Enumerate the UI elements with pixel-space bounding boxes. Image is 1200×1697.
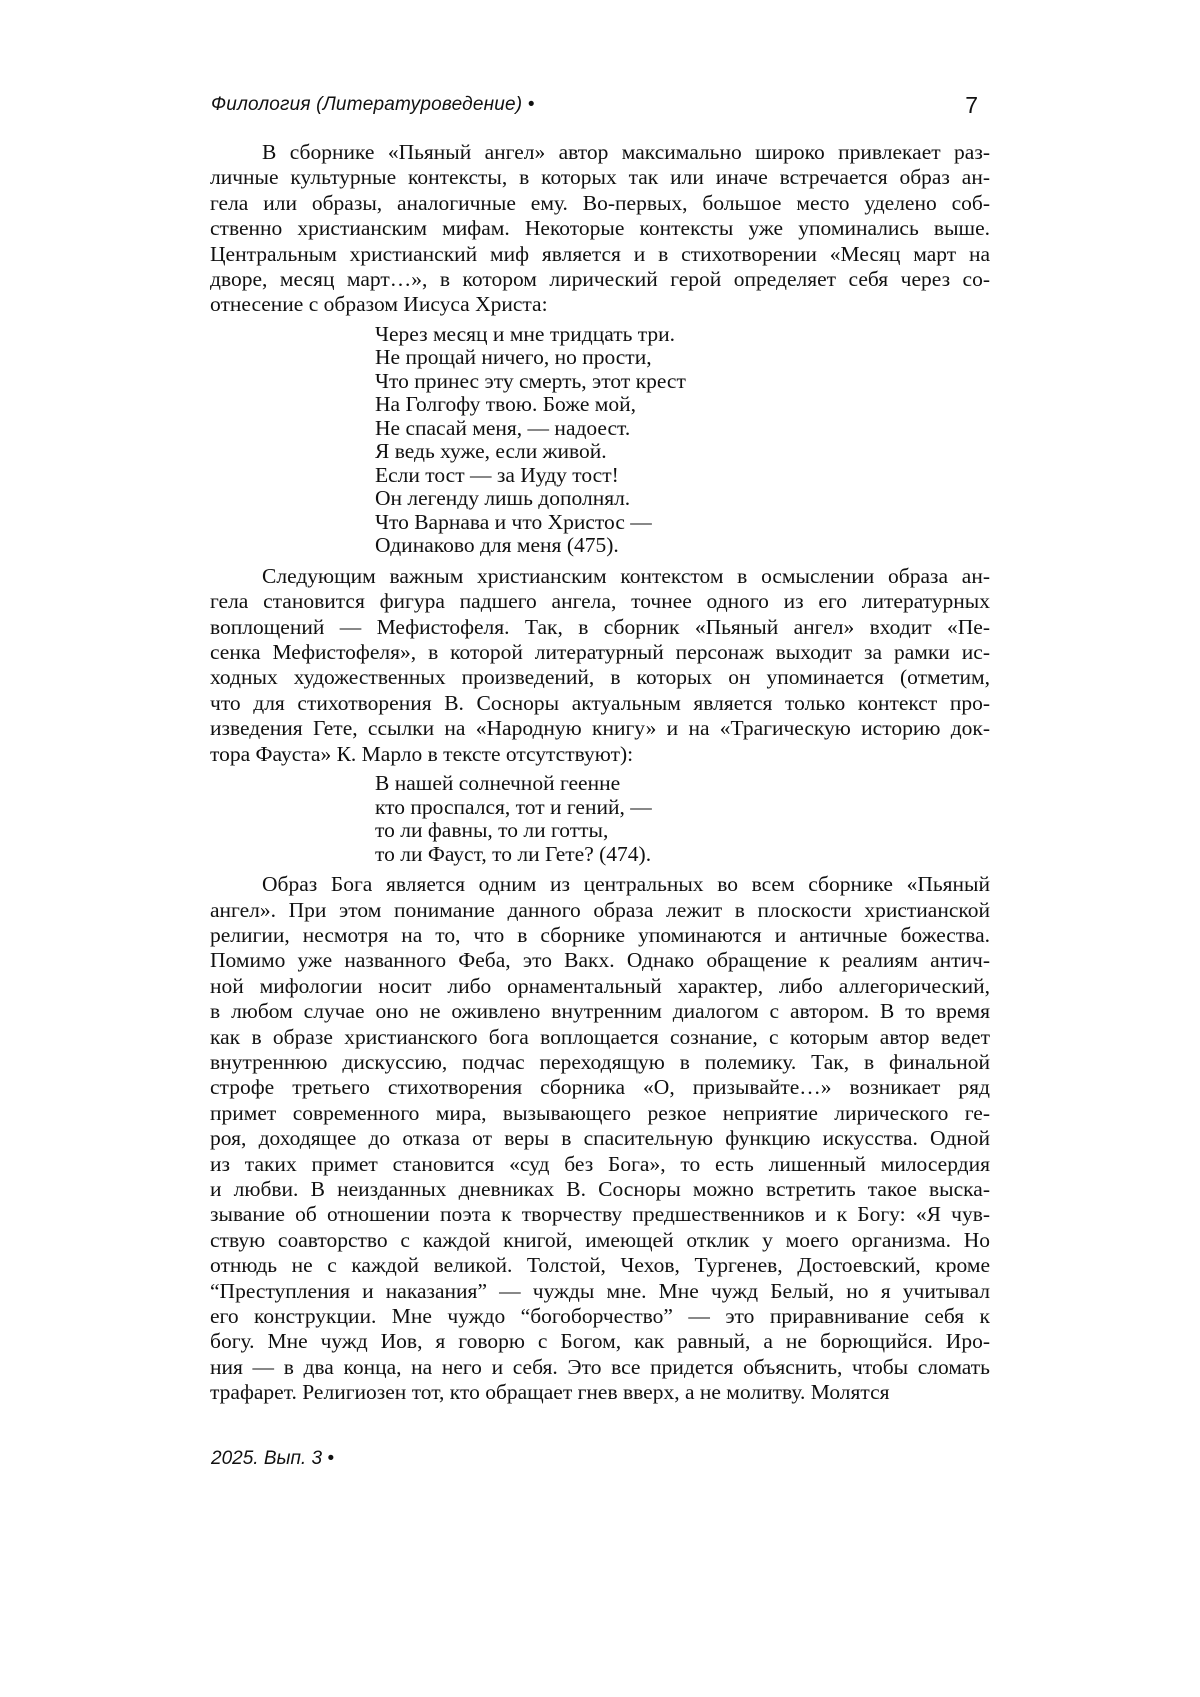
page-number: 7 — [965, 92, 978, 118]
text-line: внутреннюю дискуссию, подчас переходящую в полемику. Так, в финальной — [210, 1049, 990, 1074]
verse-line: то ли Фауст, то ли Гете? (474). — [375, 841, 652, 866]
text-line: Следующим важным христианским контекстом в осмыслении образа ан- — [262, 563, 990, 588]
text-line: воплощений — Мефистофеля. Так, в сборник «Пьяный ангел» входит «Пе- — [210, 614, 990, 639]
text-line: и любви. В неизданных дневниках В. Сосноры можно встретить такое выска- — [210, 1176, 990, 1201]
text-line: изведения Гете, ссылки на «Народную книгу» и на «Трагическую историю док- — [210, 716, 990, 741]
body-paragraph — [210, 872, 990, 1406]
text-line: сенка Мефистофеля», в которой литературный персонаж выходит за рамки ис- — [210, 640, 990, 665]
text-line: ственно христианским мифам. Некоторые контексты уже упоминались выше. — [210, 216, 990, 241]
verse-line: Не прощай ничего, но прости, — [375, 345, 652, 370]
verse-line: Если тост — за Иуду тост! — [375, 462, 619, 487]
text-line: богу. Мне чужд Иов, я говорю с Богом, как равный, а не борющийся. Иро- — [210, 1329, 990, 1354]
text-line: что для стихотворения В. Сосноры актуальным является только контекст про- — [210, 690, 990, 715]
content-column — [210, 140, 990, 1406]
verse-line: Через месяц и мне тридцать три. — [375, 321, 676, 346]
text-line: Центральным христианский миф является и в стихотворении «Месяц март на — [210, 241, 990, 266]
text-line: роя, доходящее до отказа от веры в спасительную функцию искусства. Одной — [210, 1126, 990, 1151]
text-line: религии, несмотря на то, что в сборнике упоминаются и античные божества. — [210, 922, 990, 947]
text-line: дворе, месяц март…», в котором лирический герой определяет себя через со- — [210, 267, 990, 292]
verse-line: Он легенду лишь дополнял. — [375, 486, 631, 511]
verse-line: Одинаково для меня (475). — [375, 533, 619, 558]
verse-line: В нашей солнечной геенне — [375, 771, 621, 796]
text-line: В сборнике «Пьяный ангел» автор максимально широко привлекает раз- — [262, 140, 990, 164]
text-line: отнесение с образом Иисуса Христа: — [210, 292, 548, 317]
verse-quote — [375, 323, 990, 558]
text-line: гела становится фигура падшего ангела, точнее одного из его литературных — [210, 589, 990, 614]
verse-line: Что Варнава и что Христос — — [375, 509, 652, 534]
text-line: ходных художественных произведений, в которых он упоминается (отметим, — [210, 665, 990, 690]
verse-quote — [375, 772, 990, 866]
text-line: ангел». При этом понимание данного образа лежит в плоскости христианской — [210, 897, 990, 922]
running-head: Филология (Литературоведение) • — [211, 94, 535, 115]
text-line: его конструкции. Мне чуждо “богоборчество” — это приравнивание себя к — [210, 1304, 990, 1328]
verse-line: то ли фавны, то ли готты, — [375, 818, 609, 843]
body-paragraph — [210, 140, 990, 318]
text-line: примет современного мира, вызывающего резкое неприятие лирического ге- — [210, 1100, 990, 1125]
verse-line: Что принес эту смерть, этот крест — [375, 368, 686, 393]
text-line: отнюдь не с каждой великой. Толстой, Чехов, Тургенев, Достоевский, кроме — [210, 1253, 990, 1278]
text-line: в любом случае оно не оживлено внутренним диалогом с автором. В то время — [210, 999, 990, 1024]
text-line: тора Фауста» К. Марло в тексте отсутствуют): — [210, 741, 634, 766]
text-line: “Преступления и наказания” — чужды мне. Мне чужд Белый, но я учитывал — [210, 1278, 990, 1303]
text-line: трафарет. Религиозен тот, кто обращает гнев вверх, а не молитву. Молятся — [210, 1380, 890, 1405]
verse-line: Не спасай меня, — надоест. — [375, 415, 631, 440]
footer-issue: 2025. Вып. 3 • — [211, 1448, 334, 1469]
text-line: строфе третьего стихотворения сборника «О, призывайте…» возникает ряд — [210, 1075, 990, 1100]
text-line: ствую соавторство с каждой книгой, имеющей отклик у моего организма. Но — [210, 1227, 990, 1252]
body-paragraph — [210, 564, 990, 767]
text-line: из таких примет становится «суд без Бога», то есть лишенный милосердия — [210, 1151, 990, 1176]
verse-line: На Голгофу твою. Боже мой, — [375, 392, 636, 417]
text-line: личные культурные контексты, в которых так или иначе встречается образ ан- — [210, 165, 990, 190]
text-line: ной мифологии носит либо орнаментальный характер, либо аллегорический, — [210, 973, 990, 998]
text-line: зывание об отношении поэта к творчеству предшественников и к Богу: «Я чув- — [210, 1202, 990, 1227]
text-line: ния — в два конца, на него и себя. Это все придется объяснить, чтобы сломать — [210, 1354, 990, 1379]
verse-line: кто проспался, тот и гений, — — [375, 794, 652, 819]
text-line: Помимо уже названного Феба, это Вакх. Однако обращение к реалиям антич- — [210, 948, 990, 973]
text-line: гела или образы, аналогичные ему. Во-первых, большое место уделено соб- — [210, 190, 990, 215]
text-line: как в образе христианского бога воплощается сознание, с которым автор ведет — [210, 1024, 990, 1049]
verse-line: Я ведь хуже, если живой. — [375, 439, 607, 464]
text-line: Образ Бога является одним из центральных во всем сборнике «Пьяный — [262, 872, 990, 897]
